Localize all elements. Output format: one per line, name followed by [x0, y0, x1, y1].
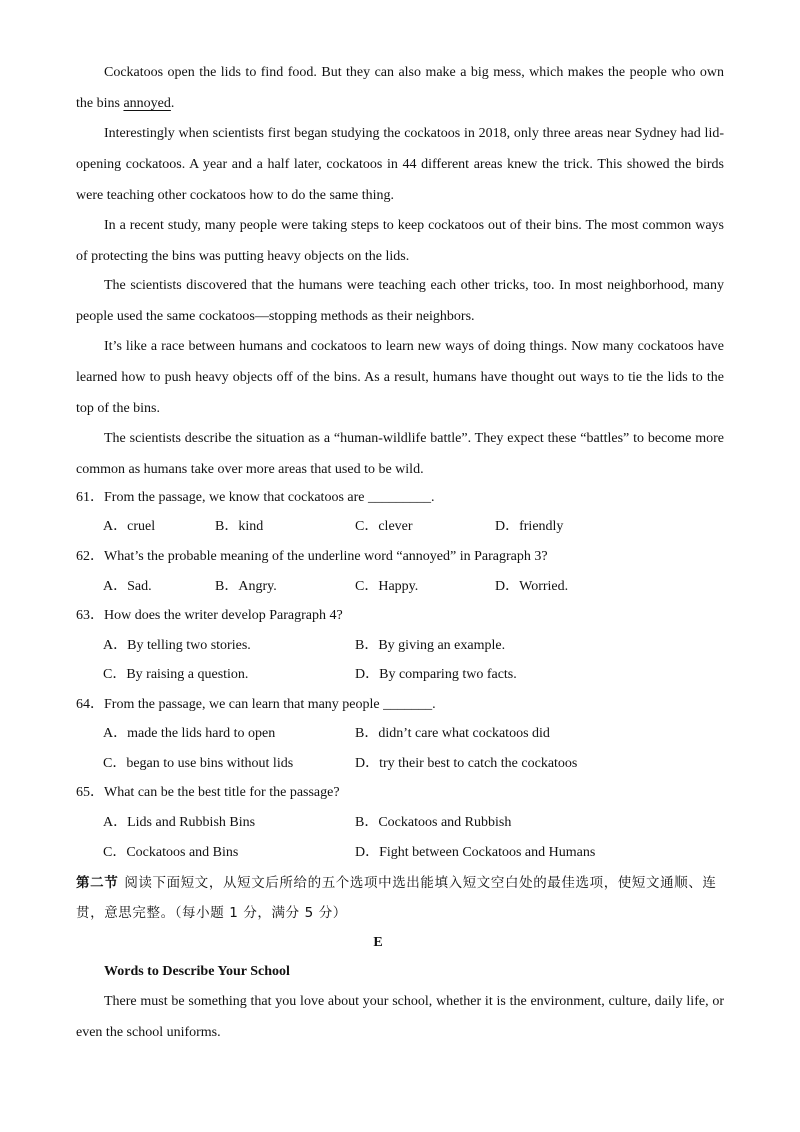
passage-paragraph: Interestingly when scientists first began studying the cockatoos in 2018, only three areas near Sydney had lid-opening cockatoos. A year and a half later, cockatoos in 44 different areas knew the trick. This showed the birds were teaching other cockatoos how to do the same thing.	[76, 126, 724, 203]
section2-label: 第二节	[76, 875, 119, 891]
passage-letter: E	[373, 935, 383, 950]
option-62-a[interactable]: A．Sad.	[103, 579, 152, 594]
option-61-c[interactable]: C．clever	[355, 519, 413, 534]
option-61-a[interactable]: A．cruel	[103, 519, 156, 534]
option-65-c[interactable]: C．Cockatoos and Bins	[103, 845, 239, 860]
passage-paragraph: In a recent study, many people were taking steps to keep cockatoos out of their bins. The most common ways of protecting the bins was putting heavy objects on the lids.	[76, 218, 724, 264]
option-63-a[interactable]: A．By telling two stories.	[103, 638, 251, 653]
option-64-d[interactable]: D．try their best to catch the cockatoos	[355, 756, 578, 771]
paragraph-text-end: .	[170, 96, 175, 111]
option-63-c[interactable]: C．By raising a question.	[103, 667, 249, 682]
option-64-c[interactable]: C．began to use bins without lids	[103, 756, 294, 771]
question-62-stem: 62．What’s the probable meaning of the underline word “annoyed” in Paragraph 3?	[76, 549, 548, 564]
section2-instruction-line2: 贯，意思完整。（每小题 1 分，满分 5 分）	[76, 905, 347, 921]
section2-instruction-line1: 阅读下面短文，从短文后所给的五个选项中选出能填入短文空白处的最佳选项，使短文通顺、连	[124, 875, 717, 891]
question-65-stem: 65．What can be the best title for the passage?	[76, 785, 340, 800]
option-65-b[interactable]: B．Cockatoos and Rubbish	[355, 815, 512, 830]
option-64-b[interactable]: B．didn’t care what cockatoos did	[355, 726, 550, 741]
passage-paragraph	[76, 57, 724, 119]
passage-paragraph: The scientists describe the situation as a “human-wildlife battle”. They expect these “battles” to become more common as humans take over more areas that used to be wild.	[76, 431, 724, 477]
passage-e-intro: There must be something that you love about your school, whether it is the environment, culture, daily life, or even the school uniforms.	[76, 994, 724, 1040]
paragraph-text: Cockatoos open the lids to find food. But they can also make a big mess, which makes the people who own the bins	[76, 65, 724, 111]
option-65-d[interactable]: D．Fight between Cockatoos and Humans	[355, 845, 596, 860]
option-63-b[interactable]: B．By giving an example.	[355, 638, 506, 653]
option-65-a[interactable]: A．Lids and Rubbish Bins	[103, 815, 256, 830]
option-62-c[interactable]: C．Happy.	[355, 579, 419, 594]
question-64-stem: 64．From the passage, we can learn that many people _______.	[76, 697, 436, 712]
question-63-stem: 63．How does the writer develop Paragraph 4?	[76, 608, 343, 623]
passage-paragraph: It’s like a race between humans and cockatoos to learn new ways of doing things. Now many cockatoos have learned how to push heavy objects off of the bins. As a result, humans have thought out ways to tie the lids to the top of the bins.	[76, 339, 724, 416]
option-62-d[interactable]: D．Worried.	[495, 579, 569, 594]
option-61-b[interactable]: B．kind	[215, 519, 264, 534]
option-62-b[interactable]: B．Angry.	[215, 579, 277, 594]
passage-e-title: Words to Describe Your School	[104, 964, 290, 979]
section2-instructions	[76, 873, 724, 894]
passage-paragraph: The scientists discovered that the humans were teaching each other tricks, too. In most neighborhood, many people used the same cockatoos—stopping methods as their neighbors.	[76, 278, 724, 324]
underlined-word-annoyed: annoyed	[123, 96, 171, 111]
option-61-d[interactable]: D．friendly	[495, 519, 564, 534]
question-61-stem: 61．From the passage, we know that cockatoos are _________.	[76, 490, 435, 505]
option-63-d[interactable]: D．By comparing two facts.	[355, 667, 517, 682]
option-64-a[interactable]: A．made the lids hard to open	[103, 726, 276, 741]
